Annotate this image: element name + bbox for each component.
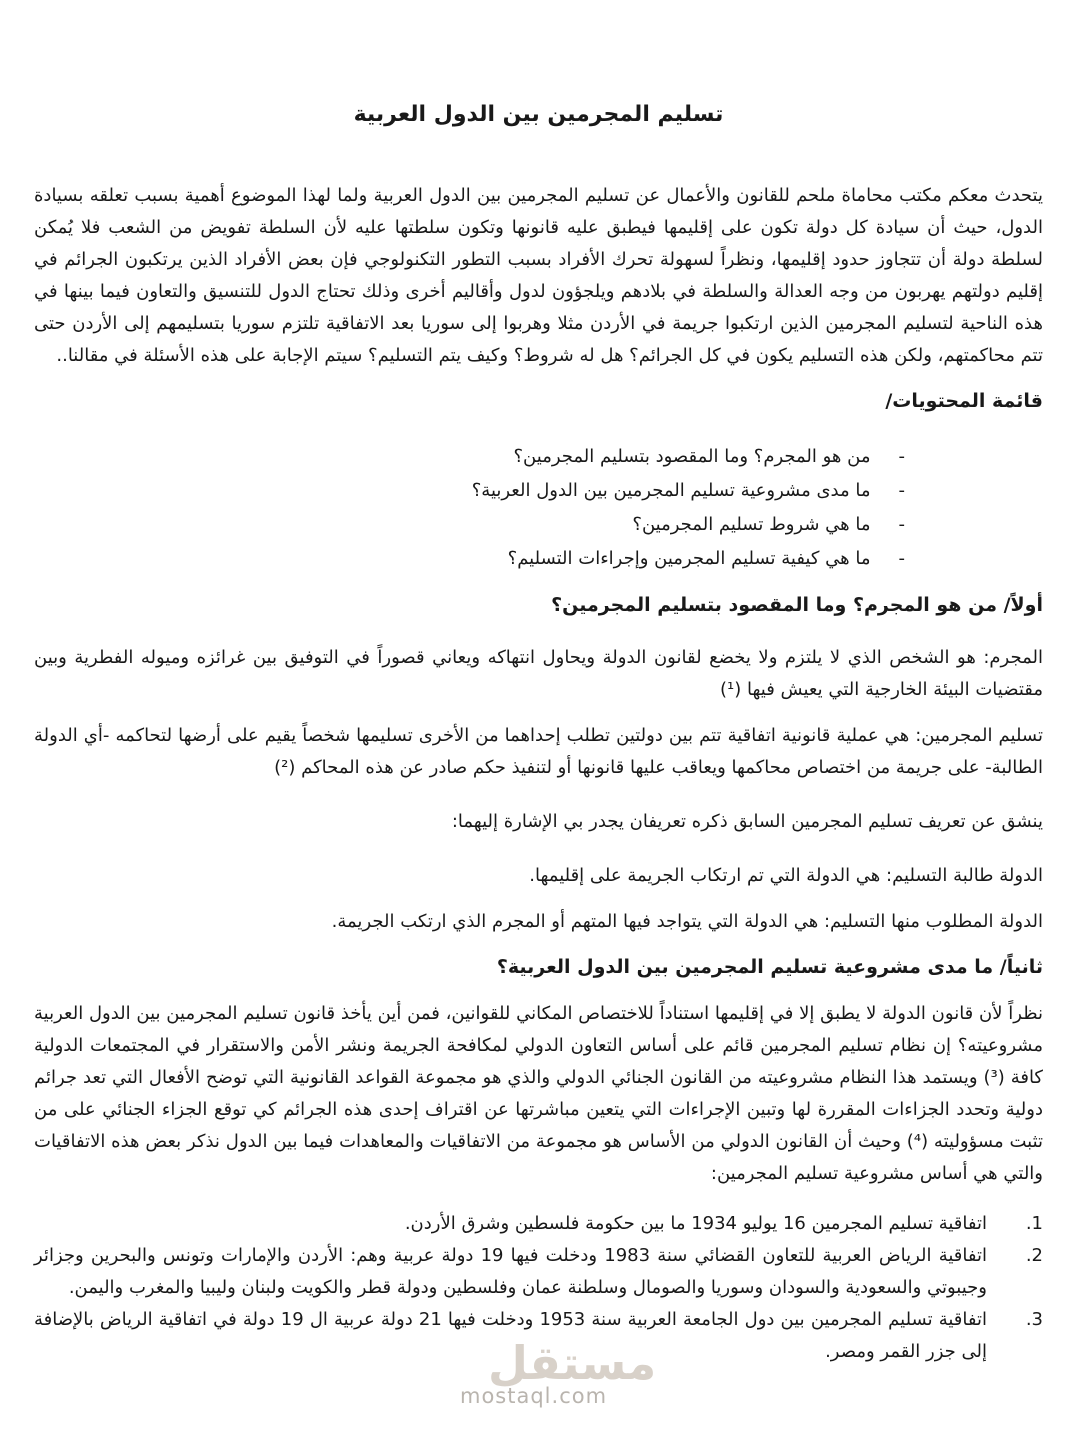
toc-item-label: ما هي شروط تسليم المجرمين؟ — [632, 514, 871, 535]
dash-bullet: - — [898, 446, 905, 467]
toc-item — [34, 542, 1043, 576]
toc-heading: قائمة المحتويات/ — [885, 390, 1043, 412]
intro-paragraph: يتحدث معكم مكتب محاماة ملحم للقانون والأعمال عن تسليم المجرمين بين الدول العربية ولما لهذا الموضوع أهمية بسبب تعلقه بسيادة الدول، حيث أن سيادة كل دولة تكون على إقليمها فيطبق عليه قانونها وتكون سلطتها عليه لأن السلطة تفويض من الشعب فلا يُمكن لسلطة دولة أن تتجاوز حدود إقليمها، ونظراً لسهولة تحرك الأفراد بسبب التطور التكنولوجي فإن بعض الأفراد الذين يرتكبون الجرائم في إقليم دولتهم يهربون من وجه العدالة والسلطة في بلادهم ويلجؤون لدول وأقاليم أخرى وذلك تحتاج الدول للتنسيق والتعاون فيما بينها في هذه الناحية لتسليم المجرمين الذين ارتكبوا جريمة في الأردن مثلا وهربوا إلى سوريا بعد الاتفاقية تلتزم سوريا بتسليمهم إلى الأردن حتى تتم محاكمتهم، ولكن هذه التسليم يكون في كل الجرائم؟ هل له شروط؟ وكيف يتم التسليم؟ سيتم الإجابة على هذه الأسئلة في مقالنا.. — [34, 185, 1043, 366]
toc-item-label: ما مدى مشروعية تسليم المجرمين بين الدول العربية؟ — [471, 480, 871, 501]
toc-item-label: ما هي كيفية تسليم المجرمين وإجراءات التسليم؟ — [507, 548, 871, 569]
section-two-heading: ثانياً/ ما مدى مشروعية تسليم المجرمين بين الدول العربية؟ — [496, 956, 1043, 978]
toc-item — [34, 440, 1043, 474]
paragraph-derived-definitions: ينشق عن تعريف تسليم المجرمين السابق ذكره تعريفان يجدر بي الإشارة إليهما: — [451, 811, 1043, 832]
table-of-contents — [34, 440, 1043, 576]
paragraph-legitimacy: نظراً لأن قانون الدولة لا يطبق إلا في إقليمها استناداً للاختصاص المكاني للقوانين، فمن أين يأخذ قانون تسليم المجرمين بين الدول العربية مشروعيته؟ إن نظام تسليم المجرمين قائم على أساس التعاون الدولي لمكافحة الجريمة ونشر الأمن والاستقرار في المجتمعات الدولية كافة (³) ويستمد هذا النظام مشروعيته من القانون الجنائي الدولي والذي هو مجموعة القواعد القانونية التي توضح الأفعال التي تعد جرائم دولية وتحدد الجزاءات المقررة لها وتبين الإجراءات التي يتعين مباشرتها عن اقتراف إحدى هذه الجرائم كي توقع الجزاء الجنائي على من تثبت مسؤوليته (⁴) وحيث أن القانون الدولي من الأساس هو مجموعة من الاتفاقيات والمعاهدات فيما بين الدول نذكر بعض هذه الاتفاقيات والتي هي أساس مشروعية تسليم المجرمين: — [34, 1003, 1044, 1184]
toc-item — [34, 474, 1043, 508]
list-item-number: 3. — [1025, 1309, 1043, 1330]
section-one-heading: أولاً/ من هو المجرم؟ وما المقصود بتسليم المجرمين؟ — [551, 594, 1043, 616]
list-item-text: اتفاقية تسليم المجرمين 16 يوليو 1934 ما بين حكومة فلسطين وشرق الأردن. — [404, 1213, 987, 1234]
list-item-text: اتفاقية الرياض العربية للتعاون القضائي سنة 1983 ودخلت فيها 19 دولة عربية وهم: الأردن والإمارات وتونس والبحرين وجزائر وجيبوتي والسعودية والسودان وسوريا والصومال وسلطنة عمان وفلسطين ودولة قطر والكويت ولبنان وليبيا والمغرب واليمن. — [34, 1245, 987, 1298]
paragraph-requested-state: الدولة المطلوب منها التسليم: هي الدولة التي يتواجد فيها المتهم أو المجرم الذي ارتكب الجريمة. — [331, 911, 1043, 932]
list-item-number: 1. — [1025, 1213, 1043, 1234]
dash-bullet: - — [898, 480, 905, 501]
list-item — [34, 1240, 1043, 1304]
list-item-number: 2. — [1025, 1245, 1043, 1266]
list-item — [34, 1304, 1043, 1368]
toc-item-label: من هو المجرم؟ وما المقصود بتسليم المجرمين؟ — [513, 446, 871, 467]
paragraph-criminal-definition: المجرم: هو الشخص الذي لا يلتزم ولا يخضع لقانون الدولة ويحاول انتهاكه ويعاني قصوراً في التوفيق بين غرائزه وميوله الفطرية وبين مقتضيات البيئة الخارجية التي يعيش فيها (¹) — [34, 647, 1043, 700]
dash-bullet: - — [898, 514, 905, 535]
list-item-text: اتفاقية تسليم المجرمين بين دول الجامعة العربية سنة 1953 ودخلت فيها 21 دولة عربية ال 19 دولة في اتفاقية الرياض بالإضافة إلى جزر القمر ومصر. — [34, 1309, 987, 1362]
paragraph-extradition-definition: تسليم المجرمين: هي عملية قانونية اتفاقية تتم بين دولتين تطلب إحداهما من الأخرى تسليمها شخصاً يقيم على أرضها لتحاكمه -أي الدولة الطالبة- على جريمة من اختصاص محاكمها ويعاقب عليها قانونها أو لتنفيذ حكم صادر عن هذه المحاكم (²) — [34, 725, 1043, 778]
list-item — [34, 1208, 1043, 1240]
paragraph-requesting-state: الدولة طالبة التسليم: هي الدولة التي تم ارتكاب الجريمة على إقليمها. — [529, 865, 1043, 886]
dash-bullet: - — [898, 548, 905, 569]
watermark-url: mostaql.com — [460, 1384, 608, 1408]
page-title: تسليم المجرمين بين الدول العربية — [353, 102, 724, 127]
toc-item — [34, 508, 1043, 542]
agreements-list — [34, 1208, 1043, 1368]
watermark-arabic: مستقل — [488, 1336, 657, 1390]
